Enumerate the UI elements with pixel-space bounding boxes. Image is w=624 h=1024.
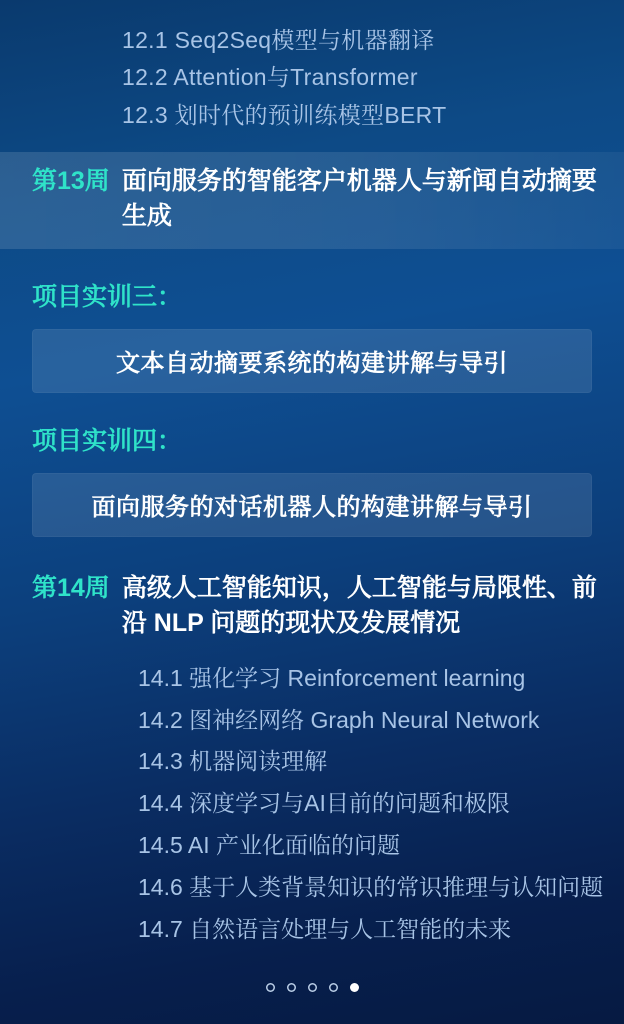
list-item: 14.2 图神经网络 Graph Neural Network [138, 706, 540, 733]
week-14-title: 高级人工智能知识，人工智能与局限性、前沿 NLP 问题的现状及发展情况 [121, 573, 597, 638]
project-4-card-title: 面向服务的对话机器人的构建讲解与导引 [91, 494, 533, 522]
week-13-title: 面向服务的智能客户机器人与新闻自动摘要生成 [121, 166, 597, 231]
pager-dot-5[interactable] [350, 983, 359, 992]
list-item: 12.1 Seq2Seq模型与机器翻译 [122, 27, 435, 53]
chapter-12-list [0, 0, 624, 144]
list-item: 12.2 Attention与Transformer [122, 64, 418, 91]
pager-dot-1[interactable] [266, 983, 275, 992]
week-14-section [0, 541, 624, 951]
pager-dot-2[interactable] [287, 983, 296, 992]
list-item: 14.3 机器阅读理解 [138, 748, 328, 775]
project-4-card[interactable] [32, 473, 592, 537]
project-3-section [0, 277, 624, 393]
project-3-card[interactable] [32, 329, 592, 393]
week-13-band [0, 152, 624, 249]
week-13-tag: 第13周 [32, 166, 110, 195]
chapter-14-list [32, 658, 604, 951]
project-4-section [0, 421, 624, 537]
list-item: 14.7 自然语言处理与人工智能的未来 [138, 915, 512, 942]
project-3-label: 项目实训三： [32, 282, 183, 311]
list-item: 14.1 强化学习 Reinforcement learning [138, 664, 526, 691]
list-item: 14.4 深度学习与AI目前的问题和极限 [138, 790, 510, 817]
list-item: 14.6 基于人类背景知识的常识推理与认知问题 [138, 874, 604, 901]
list-item: 12.3 划时代的预训练模型BERT [122, 101, 447, 128]
week-14-tag: 第14周 [32, 573, 110, 602]
pager-dot-3[interactable] [308, 983, 317, 992]
list-item: 14.5 AI 产业化面临的问题 [138, 832, 401, 859]
project-4-label: 项目实训四： [32, 426, 183, 455]
project-3-card-title: 文本自动摘要系统的构建讲解与导引 [116, 350, 508, 378]
pager-dots[interactable] [0, 983, 624, 992]
pager-dot-4[interactable] [329, 983, 338, 992]
